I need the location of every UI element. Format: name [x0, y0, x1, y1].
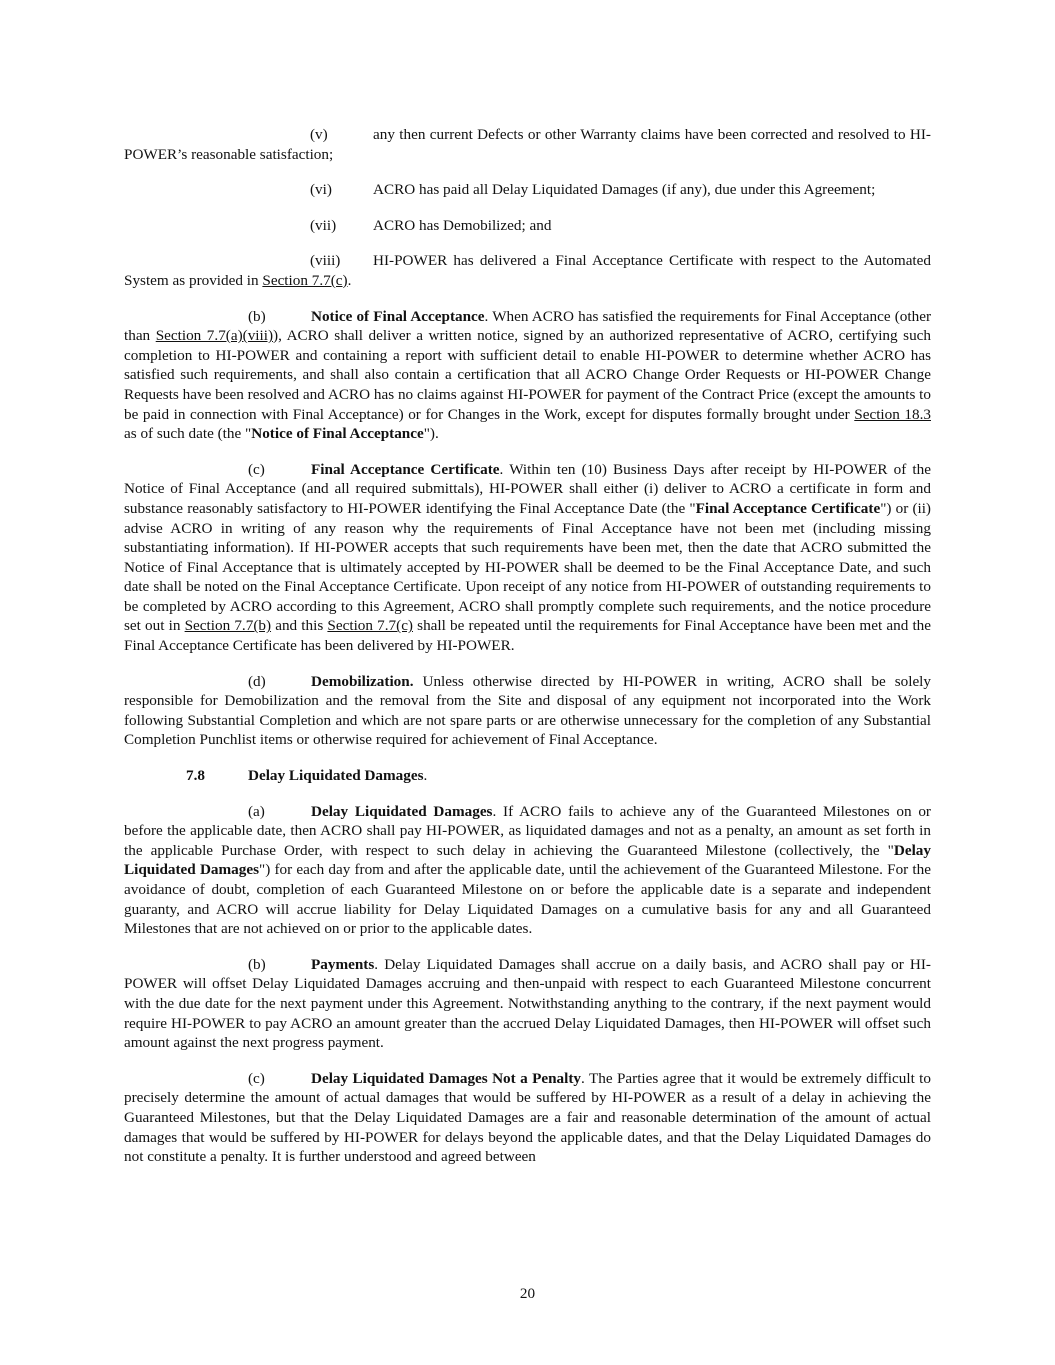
item-text: any then current Defects or other Warranty claims have been corrected and resolved to HI-POWER’s reasonable satisfaction; — [124, 126, 931, 163]
paragraph-number: (b) — [248, 307, 266, 325]
section-reference: Section 7.7(c) — [327, 617, 413, 635]
paragraph-notice-of-final-acceptance: (b) Notice of Final Acceptance. When ACRO has satisfied the requirements for Final Acceptance (other than Section 7.7(a)(viii)), ACRO shall deliver a written notice, signed by an authorized representative of ACRO, certifying such completion to HI-POWER and containing a report with sufficient detail to enable HI-POWER to determine whether ACRO has satisfied such requirements, and shall also contain a certification that all ACRO Change Order Requests or HI-POWER Change Requests have been resolved and ACRO has no claims against HI-POWER for payment of the Contract Price (except the amounts to be paid in connection with Final Acceptance) or for Changes in the Work, except for disputes formally brought under Section 18.3 as of such date (the "Notice of Final Acceptance"). — [124, 307, 931, 443]
paragraph-not-a-penalty: (c) Delay Liquidated Damages Not a Penalty. The Parties agree that it would be extremely difficult to precisely determine the amount of actual damages that would be suffered by HI-POWER as a result of a delay in achieving the Guaranteed Milestones, but that the Delay Liquidated Damages are a fair and reasonable determination of the amount of actual damages that would be suffered by HI-POWER for delays beyond the applicable dates, and that the Delay Liquidated Damages do not constitute a penalty. It is further understood and agreed between — [124, 1069, 931, 1166]
paragraph-number: (a) — [248, 802, 265, 820]
item-vi — [124, 180, 931, 200]
item-number: (v) — [310, 126, 328, 143]
defined-term: Final Acceptance Certificate — [695, 499, 881, 517]
section-reference: Section 7.7(a)(viii) — [155, 327, 274, 345]
item-number: (vii) — [310, 216, 337, 234]
defined-term: Delay Liquidated Damages — [124, 841, 931, 879]
paragraph-payments: (b) Payments. Delay Liquidated Damages shall accrue on a daily basis, and ACRO shall pay or HI-POWER will offset Delay Liquidated Damages accruing and then-unpaid with respect to each Guaranteed Milestone concurrent with the due date for the next payment under this Agreement. Notwithstanding anything to the contrary, if the next payment would require HI-POWER to pay ACRO an amount greater than the accrued Delay Liquidated Damages, then HI-POWER will offset such amount against the next progress payment. — [124, 955, 931, 1052]
item-text: ACRO has Demobilized; and — [373, 216, 552, 234]
page-number: 20 — [519, 1285, 536, 1302]
section-reference: Section 18.3 — [854, 405, 931, 423]
section-title: Delay Liquidated Damages — [248, 767, 424, 785]
paragraph-final-acceptance-certificate: (c) Final Acceptance Certificate. Within ten (10) Business Days after receipt by HI-POWER of the Notice of Final Acceptance (and all required submittals), HI-POWER shall either (i) deliver to ACRO a certificate in form and substance reasonably satisfactory to HI-POWER identifying the Final Acceptance Date (the "Final Acceptance Certificate") or (ii) advise ACRO in writing of any reason why the requirements of Final Acceptance have not been met (including missing substantiating information). If HI-POWER accepts that such requirements have been met, then the date that ACRO submitted the Notice of Final Acceptance that is ultimately accepted by HI-POWER shall be deemed to be the Final Acceptance Date, and such date shall be noted on the Final Acceptance Certificate. Upon receipt of any notice from HI-POWER of outstanding requirements to be completed by ACRO according to this Agreement, ACRO shall promptly complete such requirements, and the notice procedure set out in Section 7.7(b) and this Section 7.7(c) shall be repeated until the requirements for Final Acceptance have been met and the Final Acceptance Certificate has been delivered by HI-POWER. — [124, 460, 932, 655]
paragraph-heading: Notice of Final Acceptance — [311, 307, 485, 325]
paragraph-heading: Payments — [311, 955, 375, 973]
paragraph-demobilization: (d) Demobilization. Unless otherwise directed by HI-POWER in writing, ACRO shall be solely responsible for Demobilization and the removal from the Site and disposal of any equipment not incorporated into the Work following Substantial Completion and which are not spare parts or are otherwise unnecessary for the completion of any Substantial Completion Punchlist items or otherwise required for achievement of Final Acceptance. — [124, 672, 931, 749]
paragraph-heading: Delay Liquidated Damages Not a Penalty — [311, 1069, 582, 1087]
section-number: 7.8 — [186, 767, 205, 785]
page-body — [124, 125, 931, 1183]
section-heading-7-8: 7.8 Delay Liquidated Damages. — [186, 767, 428, 785]
item-number: (vi) — [310, 181, 332, 199]
paragraph-delay-liquidated-damages: (a) Delay Liquidated Damages. If ACRO fails to achieve any of the Guaranteed Milestones on or before the applicable date, then ACRO shall pay HI-POWER, as liquidated damages and not as a penalty, an amount as set forth in the applicable Purchase Order, with respect to such delay in achieving the Guaranteed Milestone (collectively, the "Delay Liquidated Damages") for each day from and after the applicable date, until the achievement of the Guaranteed Milestone. For the avoidance of doubt, completion of each Guaranteed Milestone on or before the applicable date is a separate and independent guaranty, and ACRO will accrue liability for Delay Liquidated Damages on a cumulative basis for any and all Guaranteed Milestones that are not achieved on or prior to the applicable dates. — [124, 802, 931, 938]
item-text: ACRO has paid all Delay Liquidated Damages (if any), due under this Agreement; — [373, 181, 876, 199]
paragraph-heading: Final Acceptance Certificate — [311, 460, 500, 478]
defined-term: Notice of Final Acceptance — [251, 425, 424, 443]
paragraph-number: (b) — [248, 955, 266, 973]
item-viii: (viii) HI-POWER has delivered a Final Acceptance Certificate with respect to the Automated System as provided in Section 7.7(c). — [124, 252, 931, 289]
section-reference: Section 7.7(c) — [262, 271, 348, 289]
item-v — [124, 125, 931, 164]
paragraph-number: (d) — [248, 672, 266, 690]
paragraph-heading: Delay Liquidated Damages — [311, 802, 493, 820]
item-text: HI-POWER has delivered a Final Acceptance Certificate with respect to the Automated System as provided in — [124, 252, 931, 289]
paragraph-heading: Demobilization. — [311, 672, 414, 690]
paragraph-number: (c) — [248, 460, 265, 478]
item-number: (viii) — [310, 252, 341, 270]
section-reference: Section 7.7(b) — [184, 617, 272, 635]
paragraph-number: (c) — [248, 1069, 265, 1087]
item-vii — [124, 216, 931, 236]
